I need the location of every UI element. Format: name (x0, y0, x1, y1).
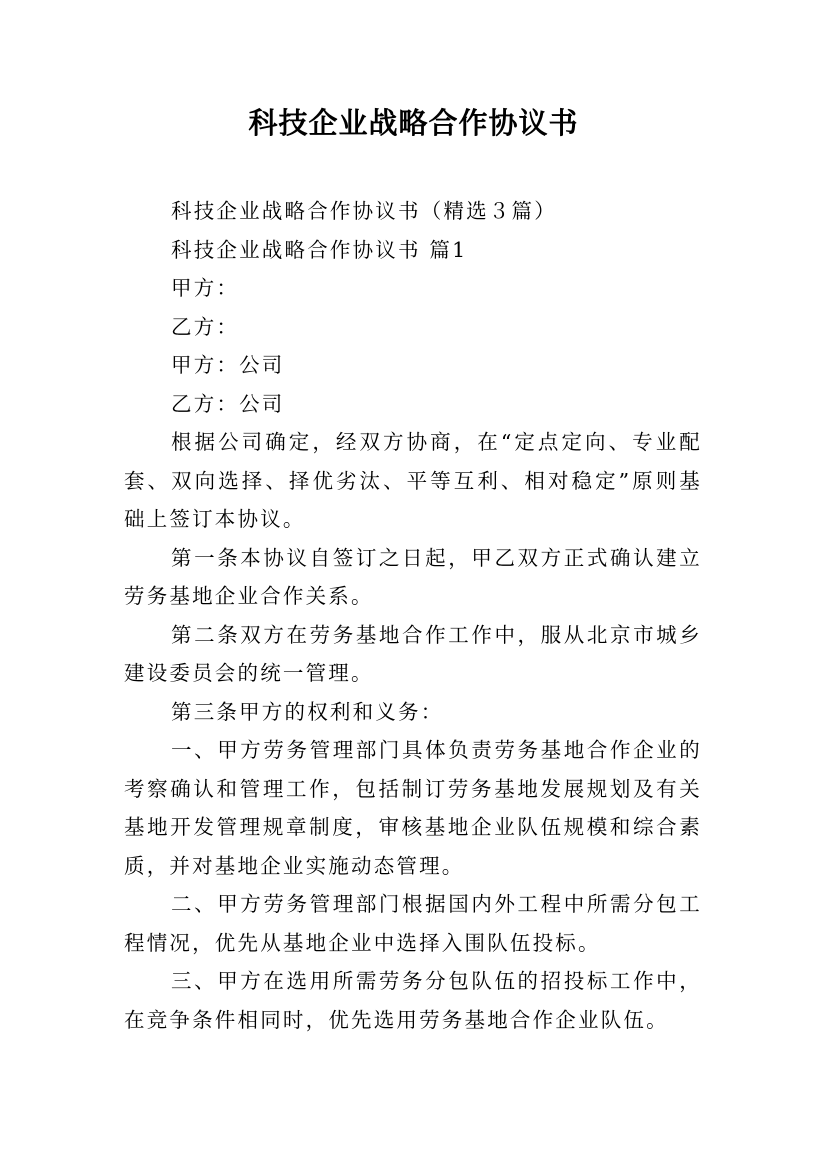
paragraph-clause-3: 三、甲方在选用所需劳务分包队伍的招投标工作中，在竞争条件相同时，优先选用劳务基地合作企业队伍。 (124, 969, 702, 1032)
paragraph-preamble: 根据公司确定，经双方协商，在“定点定向、专业配套、双向选择、择优劣汰、平等互利、相对稳定”原则基础上签订本协议。 (124, 430, 702, 531)
paragraph-section-heading: 科技企业战略合作协议书 篇1 (171, 237, 468, 262)
paragraph-party-b-company: 乙方：公司 (171, 391, 285, 416)
paragraph-article-2: 第二条双方在劳务基地合作工作中，服从北京市城乡建设委员会的统一管理。 (124, 622, 702, 685)
document-body (124, 192, 702, 1039)
paragraph-article-1: 第一条本协议自签订之日起，甲乙双方正式确认建立劳务基地企业合作关系。 (124, 545, 702, 608)
paragraph-article-3: 第三条甲方的权利和义务： (171, 699, 444, 724)
paragraph-clause-2: 二、甲方劳务管理部门根据国内外工程中所需分包工程情况，优先从基地企业中选择入围队伍投标。 (124, 892, 702, 955)
paragraph-party-a-company: 甲方：公司 (171, 353, 285, 377)
paragraph-party-a: 甲方： (171, 276, 240, 300)
paragraph-subtitle: 科技企业战略合作协议书（精选３篇） (171, 199, 557, 223)
paragraph-clause-1: 一、甲方劳务管理部门具体负责劳务基地合作企业的考察确认和管理工作，包括制订劳务基地发展规划及有关基地开发管理规章制度，审核基地企业队伍规模和综合素质，并对基地企业实施动态管理。 (124, 738, 702, 878)
paragraph-party-b: 乙方： (171, 314, 240, 339)
document-title: 科技企业战略合作协议书 (248, 106, 579, 140)
